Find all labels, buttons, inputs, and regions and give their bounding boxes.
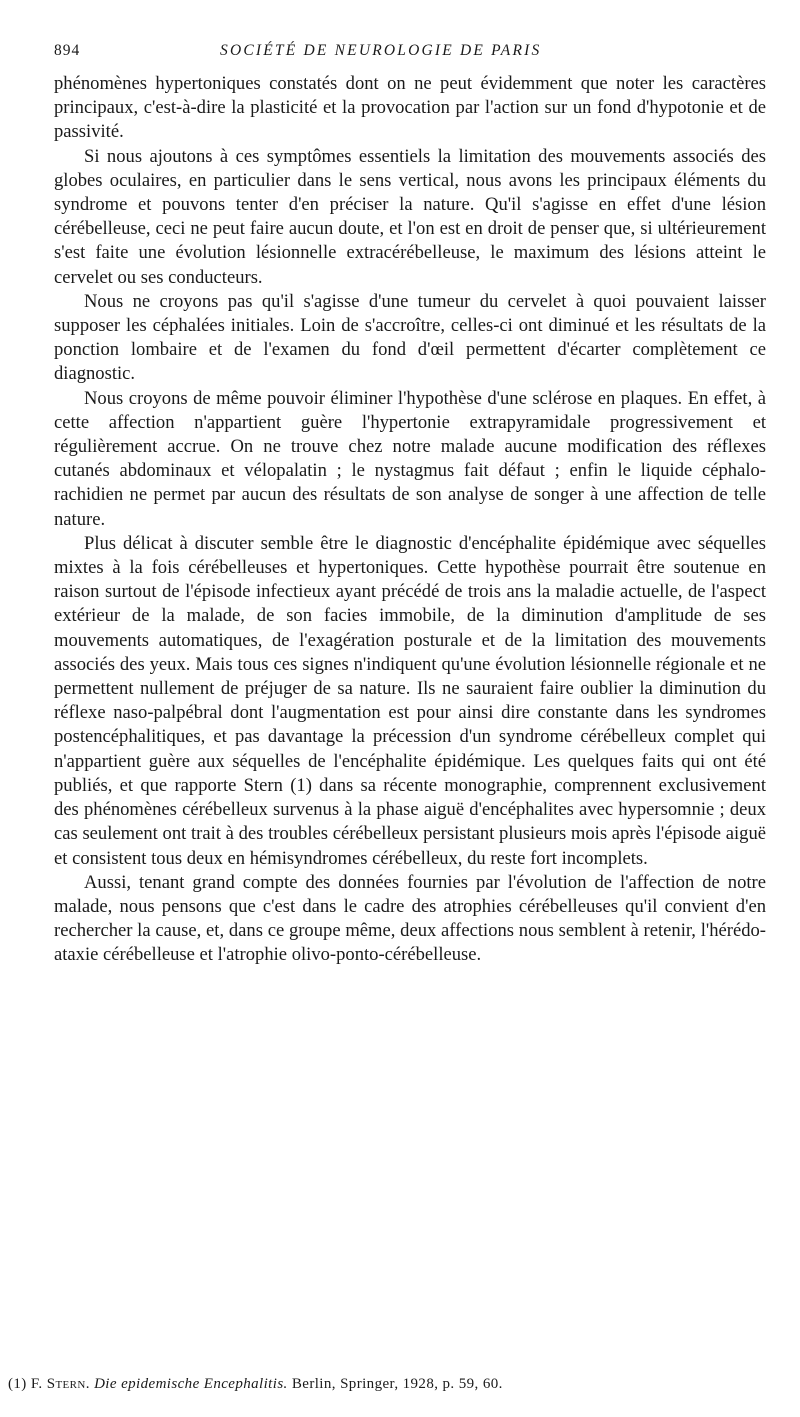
footnote-work-title: Die epidemische Encephalitis.: [94, 1376, 288, 1392]
paragraph-4: Nous croyons de même pouvoir éliminer l'hypothèse d'une sclérose en plaques. En effet, à cette affection n'appartient guère l'hypertonie extrapyramidale progressivement et régulièrement accrue. On ne trouve chez notre malade aucune modification des réflexes cutanés abdominaux et vélopalatin ; le nystagmus fait défaut ; enfin le liquide céphalo-rachidien ne permet par aucun des résultats de son analyse de songer à une affection de telle nature.: [54, 387, 766, 530]
journal-title: SOCIÉTÉ DE NEUROLOGIE DE PARIS: [220, 42, 542, 59]
paragraph-2: Si nous ajoutons à ces symptômes essentiels la limitation des mouvements associés des globes oculaires, en particulier dans le sens vertical, nous avons les principaux éléments du syndrome et pouvons tenter d'en préciser la nature. Qu'il s'agisse en effet d'une lésion cérébelleuse, ceci ne peut faire aucun doute, et l'on est en droit de penser que, si ultérieurement s'est faite une évolution lésionnelle extracérébelleuse, le maximum des lésions atteint le cervelet ou ses conducteurs.: [54, 145, 766, 288]
paragraph-6: Aussi, tenant grand compte des données fournies par l'évolution de l'affection de notre malade, nous pensons que c'est dans le cadre des atrophies cérébelleuses qu'il convient d'en rechercher la cause, et, dans ce groupe même, deux affections nous semblent à retenir, l'hérédo-ataxie cérébelleuse et l'atrophie olivo-ponto-cérébelleuse.: [54, 871, 766, 966]
footnote-marker: (1): [8, 1376, 27, 1392]
footnote-author: F. Stern.: [30, 1376, 90, 1392]
paragraph-3: Nous ne croyons pas qu'il s'agisse d'une tumeur du cervelet à quoi pouvaient laisser supposer les céphalées initiales. Loin de s'accroître, celles-ci ont diminué et les résultats de la ponction lombaire et de l'examen du fond d'œil permettent d'écarter complètement ce diagnostic.: [54, 290, 766, 385]
page-number: 894: [54, 42, 81, 59]
paragraph-5: Plus délicat à discuter semble être le diagnostic d'encéphalite épidémique avec séquelles mixtes à la fois cérébelleuses et hypertoniques. Cette hypothèse pourrait être soutenue en raison surtout de l'épisode infectieux ayant précédé de trois ans la maladie actuelle, de l'aspect extérieur de la malade, de son facies immobile, de la diminution d'amplitude de ses mouvements automatiques, de l'exagération posturale et de la limitation des mouvements associés des yeux. Mais tous ces signes n'indiquent qu'une évolution lésionnelle régionale et ne permettent nullement de préjuger de sa nature. Ils ne sauraient faire oublier la diminution du réflexe naso-palpébral dont l'augmentation est pour ainsi dire constante dans les syndromes postencéphalitiques, et pas davantage la précession d'un syndrome cérébelleux complet qui n'appartient guère aux séquelles de l'encéphalite épidémique. Les quelques faits qui ont été publiés, et que rapporte Stern (1) dans sa récente monographie, comprennent exclusivement des phénomènes cérébelleux survenus à la phase aiguë d'encéphalites avec hypersomnie ; deux cas seulement ont trait à des troubles cérébelleux persistant plusieurs mois après l'épisode aiguë et consistent tous deux en hémisyndromes cérébelleux, du reste fort incomplets.: [54, 532, 766, 869]
article-body: [54, 72, 766, 968]
document-page: [54, 42, 766, 968]
footnote-publication: Berlin, Springer, 1928, p. 59, 60.: [291, 1376, 503, 1392]
footnote: [8, 1376, 503, 1393]
paragraph-1: phénomènes hypertoniques constatés dont on ne peut évidemment que noter les caractères principaux, c'est-à-dire la plasticité et la provocation par l'action sur un fond d'hypotonie et de passivité.: [54, 73, 766, 143]
running-head: [54, 42, 766, 72]
